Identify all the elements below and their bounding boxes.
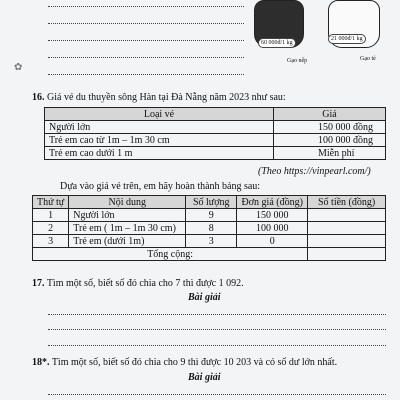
table-cell: 3 [186,235,237,248]
table-cell: Miễn phí [274,147,386,160]
sticky-rice-label: Gạo nếp [287,58,308,64]
answer-line [48,40,244,41]
question-text: Giá vé du thuyền sông Hàn tại Đà Nẵng năm 2023 như sau: [47,92,286,103]
table-cell: 100 000 đồng [274,134,386,147]
answer-line [48,23,244,24]
decorative-mark: ✿ [14,62,23,73]
question-17 [32,278,244,289]
answer-cell[interactable] [308,248,386,261]
table-header-row [33,196,386,209]
table-cell: 1 [33,209,69,222]
table-row [45,121,386,134]
solution-label: Bài giải [188,292,221,303]
regular-rice-label: Gạo tẻ [360,56,376,62]
ticket-price-table [44,107,386,160]
sticky-rice-price: 60 000đ/1 kg [261,40,293,46]
question-number: 18*. [32,357,50,368]
table-cell: 9 [186,209,237,222]
answer-cell[interactable] [308,222,386,235]
question-16-title [32,92,286,103]
answer-line[interactable] [48,329,386,330]
table-cell: 150 000 đồng [274,121,386,134]
question-number: 16. [32,92,45,103]
column-header: Đơn giá (đồng) [237,196,308,209]
column-header: Giá [274,108,386,121]
answer-cell[interactable] [308,235,386,248]
answer-line[interactable] [48,314,386,315]
table-header-row [45,108,386,121]
answer-line [48,74,244,75]
total-label: Tổng cộng: [33,248,308,261]
table-row [45,134,386,147]
table-row [33,235,386,248]
column-header: Thứ tự [33,196,69,209]
table-cell: Trẻ em ( 1m – 1m 30 cm) [69,222,186,235]
table-cell: Người lớn [69,209,186,222]
total-row [33,248,386,261]
fill-table-instruction: Dựa vào giá vé trên, em hãy hoàn thành bảng sau: [60,181,261,192]
table-cell: Trẻ em cao từ 1m – 1m 30 cm [45,134,274,147]
table-cell: Trẻ em cao dưới 1 m [45,147,274,160]
table-row [33,222,386,235]
column-header: Loại vé [45,108,274,121]
regular-rice-price-tag [328,34,366,44]
answer-line[interactable] [48,345,386,346]
question-number: 17. [32,278,45,289]
table-cell: 100 000 [237,222,308,235]
column-header: Số lượng [186,196,237,209]
regular-rice-price: 21 000đ/1 kg [331,36,363,42]
table-row [33,209,386,222]
sticky-rice-price-tag [258,38,296,48]
question-text: Tìm một số, biết số đó chia cho 9 thì được 10 203 và có số dư lớn nhất. [51,357,338,368]
fill-in-table [32,195,386,261]
answer-line[interactable] [48,394,386,395]
answer-cell[interactable] [308,209,386,222]
answer-line [48,6,244,7]
table-cell: Trẻ em (dưới 1m) [69,235,186,248]
table-cell: 2 [33,222,69,235]
table-cell: 3 [33,235,69,248]
question-18 [32,357,337,368]
column-header: Nội dung [69,196,186,209]
source-citation: (Theo https://vinpearl.com/) [258,166,371,177]
table-cell: Người lớn [45,121,274,134]
solution-label: Bài giải [188,372,221,383]
table-row [45,147,386,160]
table-cell: 0 [237,235,308,248]
table-cell: 8 [186,222,237,235]
answer-line [48,57,244,58]
column-header: Số tiền (đồng) [308,196,386,209]
table-cell: 150 000 [237,209,308,222]
question-text: Tìm một số, biết số đó chia cho 7 thì được 1 092. [46,278,244,289]
